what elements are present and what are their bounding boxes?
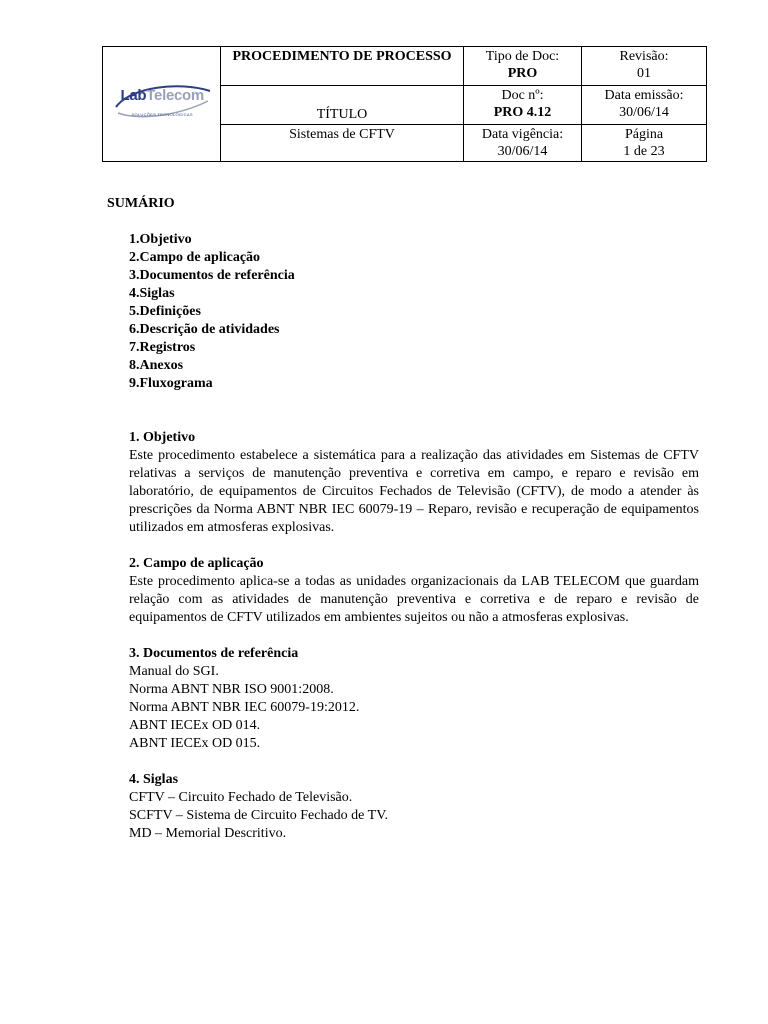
- section-heading: 3. Documentos de referência: [129, 646, 299, 661]
- procedure-title: PROCEDIMENTO DE PROCESSO: [221, 47, 464, 86]
- tipo-doc-value: PRO: [507, 66, 538, 81]
- logo-wordmark: [121, 87, 204, 104]
- reference-line: ABNT IECEx OD 014.: [129, 718, 261, 733]
- toc-item: 1.Objetivo: [129, 232, 192, 247]
- tipo-doc-label: Tipo de Doc:: [485, 49, 560, 64]
- pagina-cell: [582, 125, 707, 162]
- section-documentos-referencia: [129, 645, 699, 753]
- toc-item: 7.Registros: [129, 340, 196, 355]
- titulo-label: TÍTULO: [221, 86, 464, 125]
- pagina-label: Página: [624, 127, 664, 142]
- toc-item: 4.Siglas: [129, 286, 175, 301]
- section-paragraph: Este procedimento aplica-se a todas as unidades organizacionais da LAB TELECOM que guardam relação com as atividades de manutenção preventiva e corretiva e de reparo e revisão de equipamentos de CFTV utilizados em ambientes sujeitos ou não a atmosferas explosivas.: [129, 574, 699, 625]
- toc-item: 3.Documentos de referência: [129, 268, 295, 283]
- toc-item: 5.Definições: [129, 304, 201, 319]
- logo-telecom-text: Telecom: [146, 86, 204, 104]
- toc-item: 6.Descrição de atividades: [129, 322, 280, 337]
- logo-lab-text: Lab: [120, 86, 147, 104]
- revisao-cell: [582, 47, 707, 86]
- doc-no-value: PRO 4.12: [493, 105, 552, 120]
- document-header-table: [102, 46, 707, 162]
- section-paragraph: Este procedimento estabelece a sistemática para a realização das atividades em Sistemas de CFTV relativas a serviços de manutenção preventiva e corretiva em campo, e reparo e revisão em laboratório, de equipamentos de Circuitos Fechados de Televisão (CFTV), de modo a atender às prescrições da Norma ABNT NBR IEC 60079-19 – Reparo, revisão e recuperação de equipamentos utilizados em atmosferas explosivas.: [129, 448, 699, 535]
- data-vigencia-cell: [464, 125, 582, 162]
- logo-subtitle: SOLUÇÕES TECNOLÓGICAS: [131, 111, 193, 117]
- section-campo-aplicacao: [129, 555, 699, 627]
- doc-no-cell: [464, 86, 582, 125]
- data-emissao-value: 30/06/14: [619, 105, 669, 120]
- reference-line: ABNT IECEx OD 015.: [129, 736, 261, 751]
- data-emissao-cell: [582, 86, 707, 125]
- document-body: [107, 195, 699, 843]
- sigla-line: CFTV – Circuito Fechado de Televisão.: [129, 790, 353, 805]
- revisao-label: Revisão:: [619, 49, 669, 64]
- section-heading: 2. Campo de aplicação: [129, 556, 264, 571]
- section-heading: 4. Siglas: [129, 772, 179, 787]
- section-heading: 1. Objetivo: [129, 430, 196, 445]
- toc-item: 8.Anexos: [129, 358, 184, 373]
- tipo-doc-cell: [464, 47, 582, 86]
- sigla-line: SCFTV – Sistema de Circuito Fechado de TV.: [129, 808, 388, 823]
- toc-item: 2.Campo de aplicação: [129, 250, 261, 265]
- reference-line: Manual do SGI.: [129, 664, 219, 679]
- section-siglas: [129, 771, 699, 843]
- data-vigencia-label: Data vigência:: [481, 127, 564, 142]
- lab-telecom-logo: [110, 77, 214, 127]
- table-of-contents: [129, 231, 699, 393]
- toc-item: 9.Fluxograma: [129, 376, 213, 391]
- data-emissao-label: Data emissão:: [604, 88, 684, 103]
- section-objetivo: [129, 429, 699, 537]
- sumario-title: SUMÁRIO: [107, 196, 175, 211]
- reference-line: Norma ABNT NBR IEC 60079-19:2012.: [129, 700, 360, 715]
- logo-cell: [103, 47, 221, 162]
- data-vigencia-value: 30/06/14: [497, 144, 548, 159]
- reference-line: Norma ABNT NBR ISO 9001:2008.: [129, 682, 334, 697]
- sigla-line: MD – Memorial Descritivo.: [129, 826, 287, 841]
- subject-cell: Sistemas de CFTV: [221, 125, 464, 162]
- revisao-value: 01: [637, 66, 651, 81]
- doc-no-label: Doc nº:: [501, 88, 544, 103]
- pagina-value: 1 de 23: [623, 144, 665, 159]
